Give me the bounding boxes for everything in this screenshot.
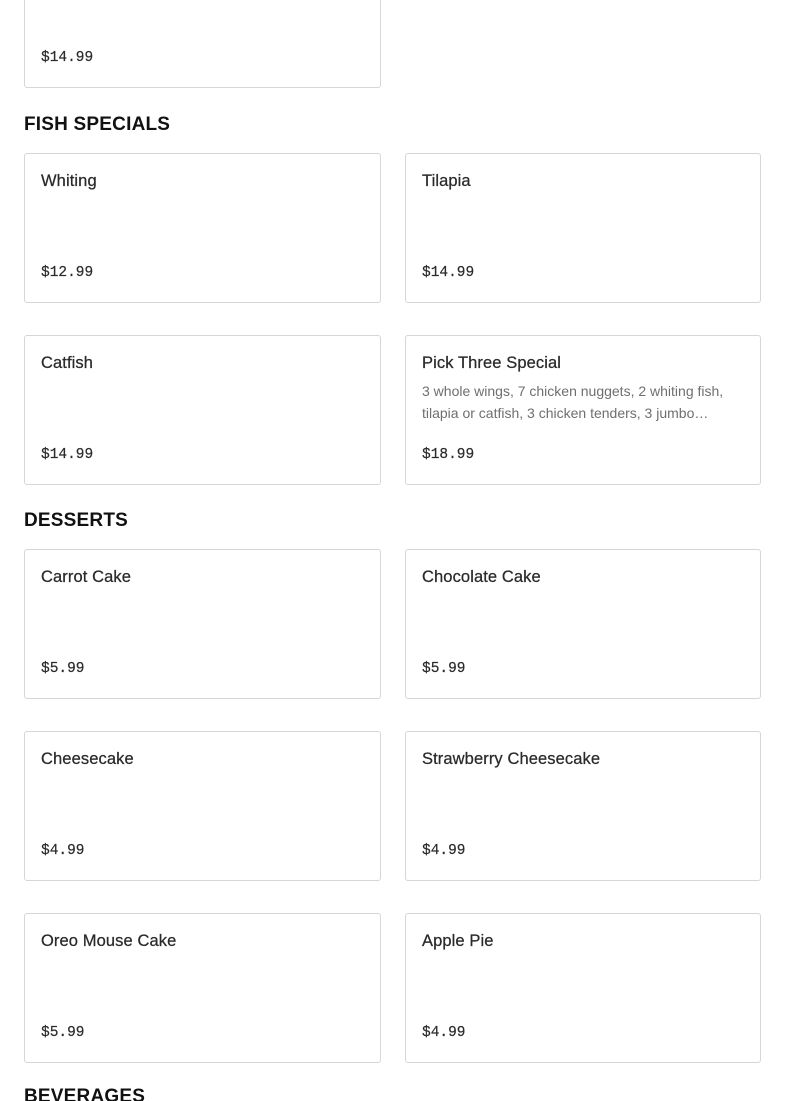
item-price: $5.99 <box>41 661 85 677</box>
item-name: Apple Pie <box>422 932 494 950</box>
item-price: $14.99 <box>41 50 94 66</box>
item-price: $12.99 <box>41 265 94 281</box>
item-price: $5.99 <box>41 1025 85 1041</box>
item-price: $5.99 <box>422 661 466 677</box>
menu-item-card[interactable] <box>24 335 381 485</box>
menu-item-card[interactable] <box>405 335 761 485</box>
item-price: $14.99 <box>422 265 475 281</box>
menu-item-card[interactable] <box>24 0 381 88</box>
item-name: Carrot Cake <box>41 568 132 586</box>
item-name: Tilapia <box>422 172 471 190</box>
item-name: Oreo Mouse Cake <box>41 932 177 950</box>
item-price: $4.99 <box>422 843 466 859</box>
menu-item-card[interactable] <box>24 731 381 881</box>
menu-item-card[interactable] <box>24 153 381 303</box>
item-name: Strawberry Cheesecake <box>422 750 601 768</box>
section-title-fish-specials: FISH SPECIALS <box>24 114 171 135</box>
item-name: Catfish <box>41 354 94 372</box>
item-name: Pick Three Special <box>422 354 562 372</box>
menu-item-card[interactable] <box>24 913 381 1063</box>
item-name: Cheesecake <box>41 750 134 768</box>
item-description: 3 whole wings, 7 chicken nuggets, 2 whiting fish, tilapia or catfish, 3 chicken tenders, 3 jumbo… <box>422 383 724 421</box>
item-price: $18.99 <box>422 447 475 463</box>
menu-item-card[interactable] <box>405 913 761 1063</box>
section-title-desserts: DESSERTS <box>24 510 129 531</box>
item-price: $4.99 <box>422 1025 466 1041</box>
item-price: $14.99 <box>41 447 94 463</box>
menu-item-card[interactable] <box>24 549 381 699</box>
item-price: $4.99 <box>41 843 85 859</box>
menu-item-card[interactable] <box>405 549 761 699</box>
menu-item-card[interactable] <box>405 153 761 303</box>
item-name: Chocolate Cake <box>422 568 541 586</box>
item-name: Whiting <box>41 172 97 190</box>
section-title-beverages: BEVERAGES <box>24 1086 146 1101</box>
menu-item-card[interactable] <box>405 731 761 881</box>
